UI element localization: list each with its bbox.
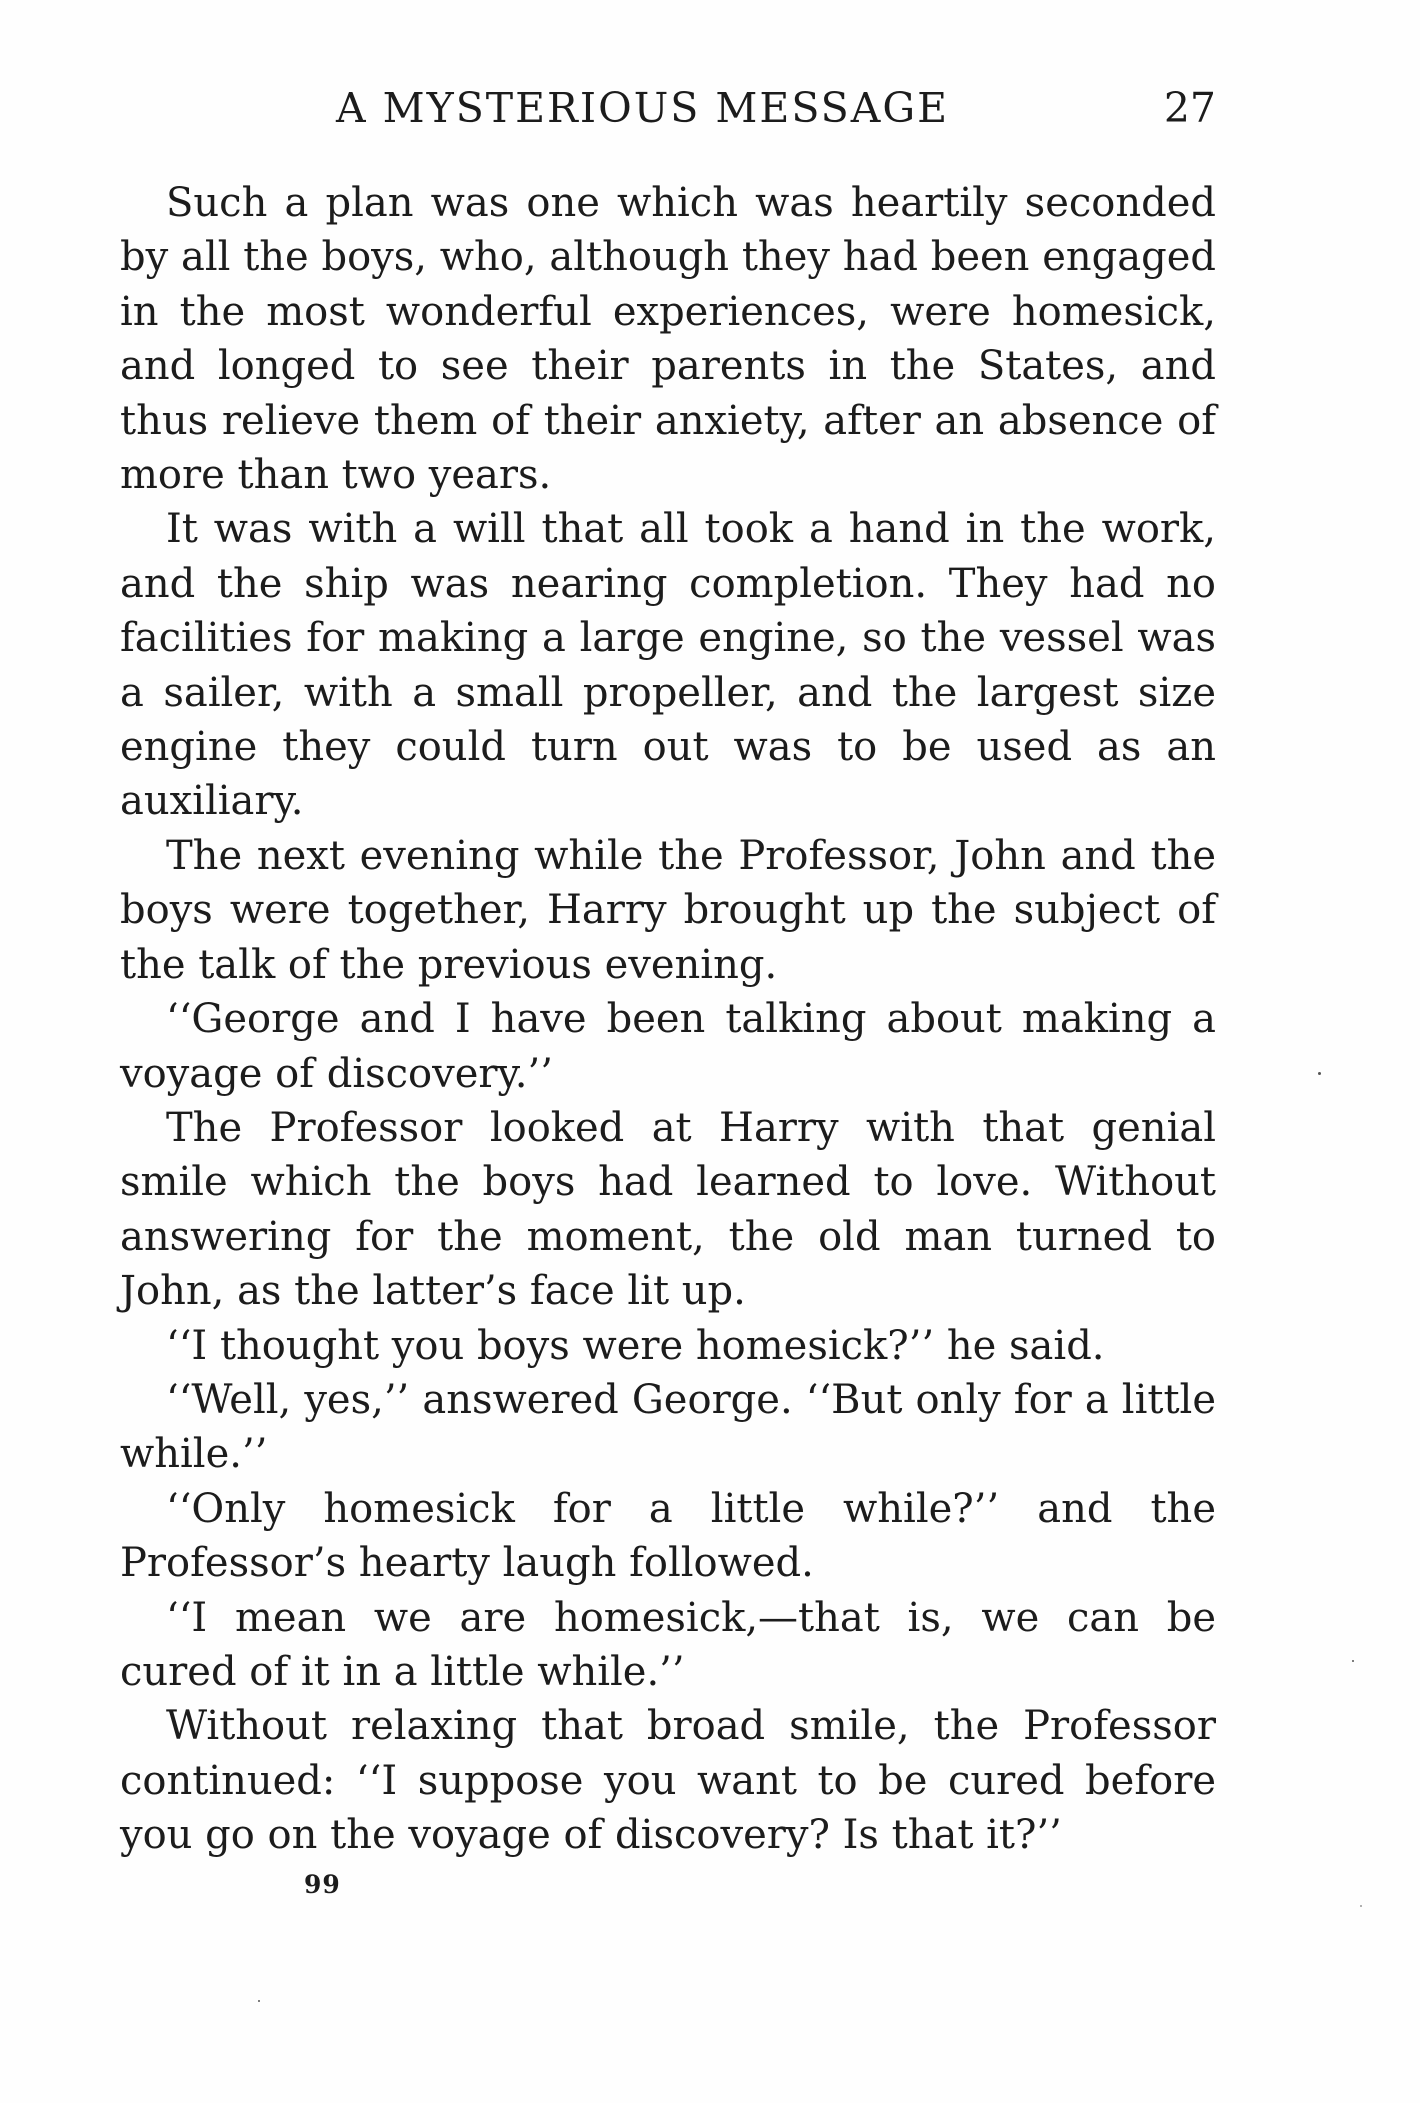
paragraph: The next evening while the Professor, John and the boys were together, Harry brought up the subject of the talk of the previous evening. [120,832,1216,988]
print-speck [1352,1660,1354,1662]
paragraph: ‘‘I mean we are homesick,—that is, we can be cured of it in a little while.’’ [120,1594,1216,1695]
paragraph: It was with a will that all took a hand in the work, and the ship was nearing completion. They had no facilities for making a large engine, so the vessel was a sailer, with a small propeller, and the largest size engine they could turn out was to be used as an auxiliary. [120,506,1216,825]
running-head [120,78,1216,138]
paragraph: ‘‘Only homesick for a little while?’’ and the Professor’s hearty laugh followed. [120,1485,1216,1587]
signature-mark: 99 [304,1870,341,1899]
paragraph: ‘‘Well, yes,’’ answered George. ‘‘But only for a little while.’’ [120,1376,1216,1478]
paragraph: Such a plan was one which was heartily seconded by all the boys, who, although they had been engaged in the most wonderful experiences, were homesick, and longed to see their parents in the States, and thus relieve them of their anxiety, after an absence of more than two years. [120,180,1216,499]
body-text [120,176,1216,1863]
print-speck [258,2000,260,2002]
print-speck [1318,1072,1321,1075]
paragraph: The Professor looked at Harry with that genial smile which the boys had learned to love. Without answering for the moment, the old man turned to John, as the latter’s face lit up. [120,1104,1216,1315]
page-number: 27 [1163,84,1216,132]
chapter-title: A MYSTERIOUS MESSAGE [336,84,950,132]
paragraph: ‘‘George and I have been talking about making a voyage of discovery.’’ [120,996,1216,1097]
paragraph: Without relaxing that broad smile, the Professor continued: ‘‘I suppose you want to be cured before you go on the voyage of discovery? Is that it?’’ [120,1703,1216,1859]
print-speck [1360,1905,1362,1907]
paragraph: ‘‘I thought you boys were homesick?’’ he said. [166,1322,1105,1369]
